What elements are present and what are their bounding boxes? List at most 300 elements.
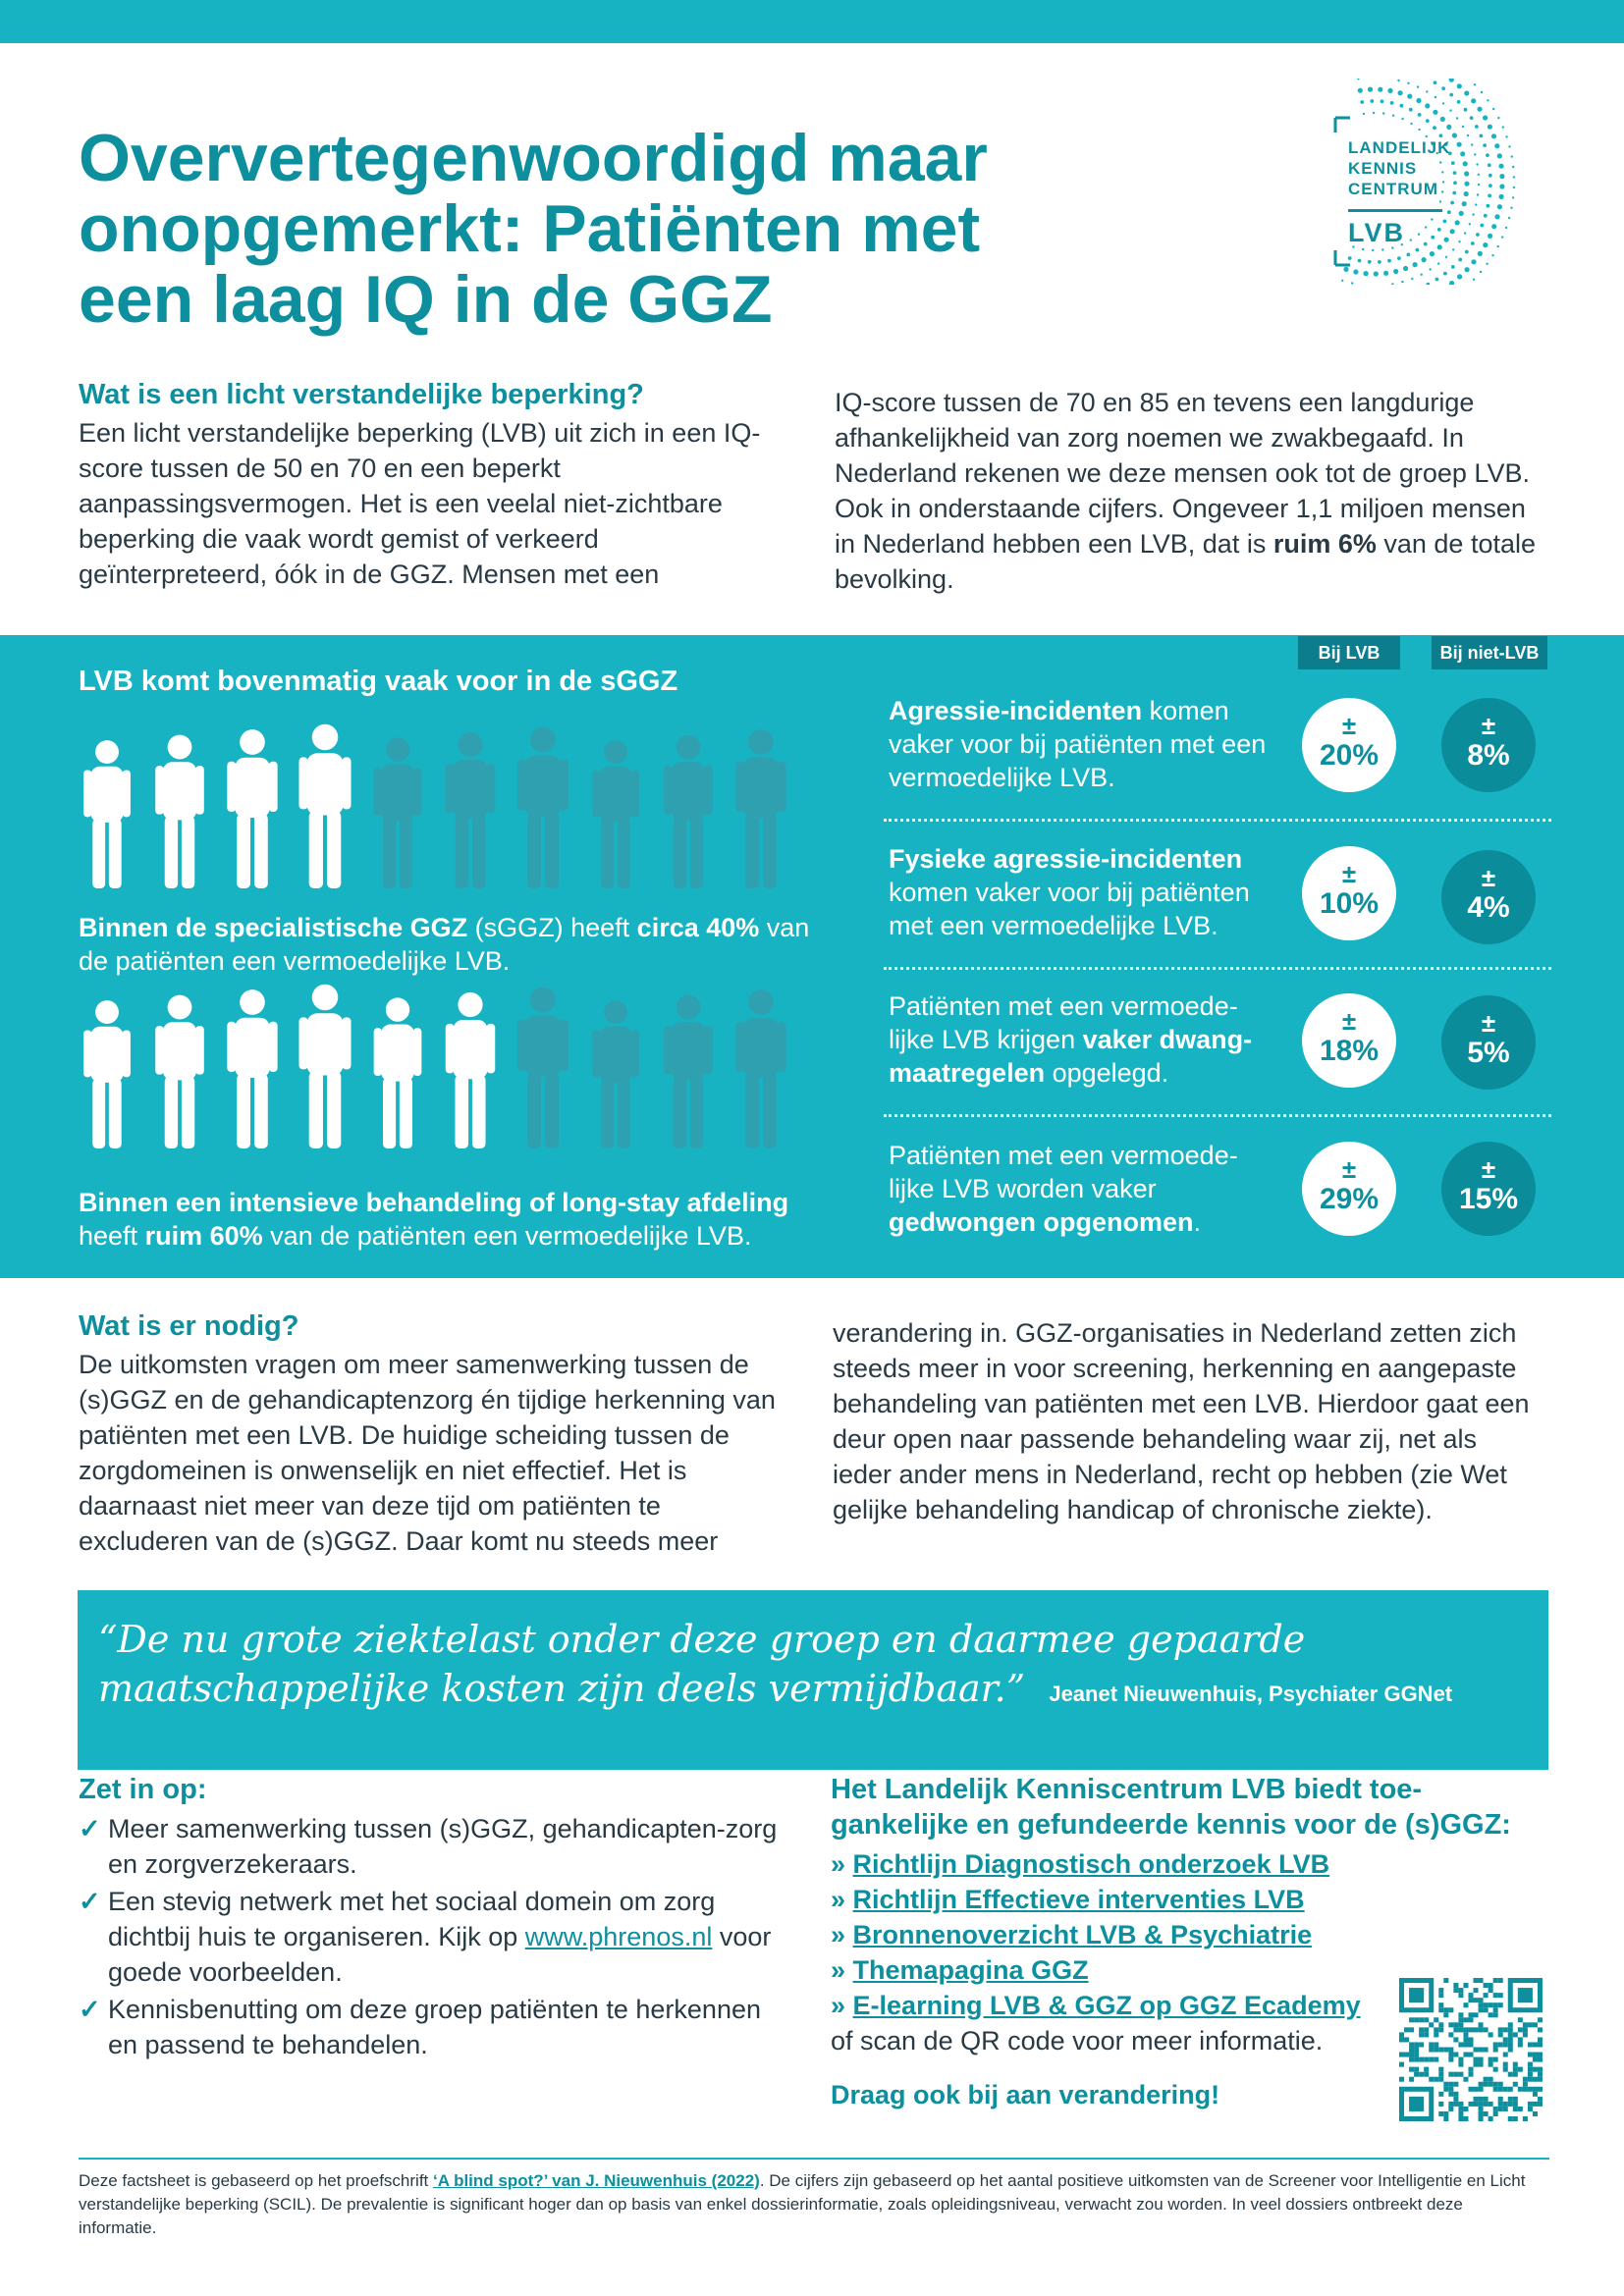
- qr-module: [1493, 2057, 1498, 2062]
- logo-dot: [1480, 271, 1482, 273]
- logo-dot: [1491, 224, 1496, 229]
- logo-dot: [1450, 229, 1455, 234]
- zet-item-2: [79, 1884, 785, 1990]
- qr-module: [1489, 2102, 1493, 2107]
- qr-module: [1498, 2087, 1503, 2092]
- qr-module: [1484, 2077, 1489, 2082]
- qr-module: [1468, 2012, 1473, 2017]
- logo-dot: [1486, 153, 1489, 157]
- qr-module: [1468, 2042, 1473, 2047]
- stat-3-niet-circle: [1441, 995, 1536, 1090]
- qr-module: [1414, 2057, 1419, 2062]
- qr-module: [1463, 2002, 1468, 2007]
- qr-module: [1533, 2067, 1538, 2072]
- logo-dot: [1458, 258, 1462, 262]
- qr-module: [1453, 2037, 1458, 2042]
- qr-module: [1489, 1983, 1493, 1988]
- logo-dot: [1478, 251, 1483, 256]
- qr-module: [1489, 1988, 1493, 1993]
- qr-module: [1523, 2082, 1528, 2087]
- qr-module: [1448, 2047, 1453, 2052]
- logo-dot: [1437, 228, 1441, 232]
- qr-module: [1438, 2002, 1443, 2007]
- qr-module: [1498, 2107, 1503, 2111]
- qr-module: [1438, 2022, 1443, 2027]
- qr-module: [1434, 2047, 1438, 2052]
- stat-4-niet-circle: [1441, 1142, 1536, 1236]
- stat-1-lvb-circle: [1302, 698, 1396, 792]
- qr-module: [1463, 2053, 1468, 2057]
- logo-dot: [1491, 254, 1493, 256]
- qr-module: [1458, 2017, 1463, 2022]
- qr-module: [1419, 2072, 1424, 2077]
- qr-module: [1438, 2102, 1443, 2107]
- logo-dot: [1469, 223, 1471, 225]
- logo-dot: [1457, 100, 1461, 104]
- qr-module: [1493, 2087, 1498, 2092]
- logo-dot: [1499, 174, 1504, 179]
- qr-module: [1458, 1988, 1463, 1993]
- qr-module: [1479, 2116, 1484, 2121]
- qr-module: [1399, 2053, 1404, 2057]
- logo-dot: [1418, 234, 1420, 236]
- qr-module: [1493, 1993, 1498, 1998]
- stat-4-niet-pm: ±: [1481, 1154, 1496, 1184]
- qr-module: [1453, 2092, 1458, 2097]
- qr-module: [1508, 2037, 1513, 2042]
- qr-module: [1448, 2053, 1453, 2057]
- qr-module: [1463, 2017, 1468, 2022]
- zet-item-2-a: Een stevig netwerk met het sociaal domein om zorg dichtbij huis te organiseren. Kijk op: [108, 1887, 716, 1951]
- qr-module: [1503, 2062, 1508, 2067]
- band-text-2-a: heeft: [79, 1221, 145, 1251]
- logo-dot: [1450, 201, 1454, 205]
- qr-module: [1434, 2032, 1438, 2037]
- qr-module: [1443, 2111, 1448, 2116]
- zet-item-3-text: Kennisbenutting om deze groep patiënten te herkennen en passend te behandelen.: [108, 1995, 761, 2059]
- logo-dot: [1473, 279, 1475, 281]
- qr-module: [1453, 2027, 1458, 2032]
- qr-module: [1508, 2116, 1513, 2121]
- qr-module: [1424, 2032, 1429, 2037]
- qr-module: [1448, 2072, 1453, 2077]
- stat-3-niet-pm: ±: [1481, 1008, 1496, 1038]
- qr-module: [1493, 2067, 1498, 2072]
- logo-dot: [1459, 211, 1464, 216]
- logo-dot: [1510, 207, 1512, 209]
- lkc-scan-text: of scan de QR code voor meer informatie.: [831, 2026, 1324, 2056]
- qr-module: [1443, 2082, 1448, 2087]
- qr-module: [1484, 2082, 1489, 2087]
- qr-module: [1453, 2053, 1458, 2057]
- logo-dot: [1407, 253, 1411, 257]
- qr-module: [1404, 2027, 1409, 2032]
- qr-module: [1474, 1988, 1479, 1993]
- logo-dot: [1494, 214, 1499, 219]
- qr-module: [1533, 2022, 1538, 2027]
- logo-dot: [1425, 226, 1427, 228]
- qr-module: [1458, 2107, 1463, 2111]
- qr-module: [1424, 2067, 1429, 2072]
- intro-left: [79, 379, 766, 592]
- logo-dot: [1401, 118, 1403, 120]
- qr-module: [1484, 2047, 1489, 2052]
- qr-module: [1468, 2072, 1473, 2077]
- logo-dot: [1445, 256, 1447, 258]
- qr-module: [1493, 2107, 1498, 2111]
- zet-heading: Zet in op:: [79, 1774, 207, 1805]
- qr-module: [1458, 1993, 1463, 1998]
- qr-module: [1489, 2002, 1493, 2007]
- person-figure-icon: [155, 735, 204, 888]
- link-richtlijn-diagnostisch[interactable]: Richtlijn Diagnostisch onderzoek LVB: [852, 1849, 1330, 1879]
- logo-dot: [1457, 274, 1462, 279]
- logo-dot: [1512, 166, 1514, 168]
- top-bar: [0, 0, 1624, 43]
- qr-module: [1503, 2037, 1508, 2042]
- qr-module: [1498, 2102, 1503, 2107]
- people-figures-60-icon: [71, 982, 797, 1148]
- logo-dot: [1486, 263, 1488, 265]
- logo-dot: [1488, 125, 1492, 130]
- qr-module: [1489, 2116, 1493, 2121]
- logo-dot: [1433, 126, 1436, 130]
- stat-2-lvb-value: 10%: [1319, 887, 1380, 920]
- qr-module: [1404, 2037, 1409, 2042]
- lkc-call-to-action: Draag ook bij aan verandering!: [831, 2080, 1220, 2109]
- qr-module: [1463, 2116, 1468, 2121]
- logo-dot: [1456, 117, 1458, 119]
- logo-dot: [1488, 234, 1492, 239]
- person-figure-icon: [83, 1000, 131, 1148]
- qr-module: [1424, 2057, 1429, 2062]
- qr-module: [1528, 2022, 1533, 2027]
- qr-module: [1474, 2057, 1479, 2062]
- qr-module: [1438, 1993, 1443, 1998]
- qr-module: [1493, 2047, 1498, 2052]
- qr-module: [1479, 2087, 1484, 2092]
- qr-module: [1448, 2057, 1453, 2062]
- logo-dot: [1351, 282, 1353, 284]
- qr-module: [1479, 2002, 1484, 2007]
- qr-module: [1429, 2057, 1434, 2062]
- qr-module: [1474, 2062, 1479, 2067]
- qr-module: [1518, 2042, 1523, 2047]
- qr-module: [1419, 2017, 1424, 2022]
- qr-module: [1508, 2032, 1513, 2037]
- qr-module: [1518, 2027, 1523, 2032]
- qr-module: [1468, 2053, 1473, 2057]
- logo-dot: [1382, 112, 1384, 114]
- logo-dot: [1393, 269, 1398, 274]
- logo-dot: [1373, 112, 1375, 114]
- qr-module: [1438, 1988, 1443, 1993]
- qr-module: [1484, 2002, 1489, 2007]
- person-figure-icon: [592, 740, 639, 888]
- person-figure-icon: [374, 997, 422, 1148]
- qr-module: [1503, 2042, 1508, 2047]
- qr-module: [1533, 2102, 1538, 2107]
- quote-author: Jeanet Nieuwenhuis, Psychiater GGNet: [1049, 1682, 1453, 1706]
- qr-module: [1468, 2102, 1473, 2107]
- intro-right: [835, 385, 1542, 597]
- logo-dot: [1512, 196, 1514, 198]
- qr-module: [1409, 2042, 1414, 2047]
- logo-dot: [1478, 184, 1480, 186]
- logo-dot: [1392, 115, 1394, 117]
- qr-module: [1484, 1983, 1489, 1988]
- qr-module: [1419, 2032, 1424, 2037]
- qr-module: [1434, 2017, 1438, 2022]
- qr-module: [1503, 2067, 1508, 2072]
- person-figure-icon: [664, 995, 713, 1148]
- qr-module: [1528, 2072, 1533, 2077]
- stat-text-2: [889, 842, 1281, 942]
- logo-dot: [1353, 269, 1358, 274]
- intro-heading: Wat is een licht verstandelijke beperking?: [79, 379, 644, 410]
- logo-dot: [1492, 108, 1494, 110]
- qr-module: [1493, 2007, 1498, 2012]
- band-text-2-bold-b: ruim 60%: [144, 1221, 263, 1251]
- bullet-icon: »: [831, 1955, 853, 1985]
- logo-dot: [1446, 125, 1451, 130]
- qr-module: [1474, 2047, 1479, 2052]
- logo-dot: [1487, 99, 1489, 101]
- qr-module: [1399, 2077, 1404, 2082]
- qr-module: [1434, 2042, 1438, 2047]
- qr-module: [1523, 2077, 1528, 2082]
- qr-module: [1538, 2042, 1543, 2047]
- logo-dot: [1407, 82, 1409, 84]
- qr-module: [1528, 2102, 1533, 2107]
- qr-module: [1538, 2017, 1543, 2022]
- logo-dot: [1489, 184, 1492, 187]
- logo-dot: [1444, 238, 1449, 242]
- qr-module: [1523, 2022, 1528, 2027]
- logo-dot: [1440, 117, 1445, 122]
- qr-module: [1409, 2067, 1414, 2072]
- qr-finder-core: [1409, 1988, 1424, 2002]
- logo-dot: [1511, 155, 1513, 157]
- band-text-2: [79, 1186, 825, 1253]
- logo-dot: [1426, 119, 1430, 123]
- qr-module: [1479, 1998, 1484, 2002]
- stat-3-a: Patiënten met een vermoede-lijke LVB krijgen: [889, 991, 1238, 1054]
- qr-module: [1414, 2072, 1419, 2077]
- logo-dot: [1463, 161, 1468, 166]
- logo-dot: [1443, 220, 1447, 224]
- qr-module: [1409, 2077, 1414, 2082]
- stat-3-lvb-circle: [1302, 993, 1396, 1088]
- band-text-1: [79, 911, 825, 978]
- logo-dot: [1451, 161, 1455, 165]
- qr-module: [1523, 2087, 1528, 2092]
- stat-divider-2: [884, 967, 1551, 970]
- qr-module: [1479, 2027, 1484, 2032]
- qr-module: [1458, 2027, 1463, 2032]
- qr-module: [1479, 1978, 1484, 1983]
- link-bronnenoverzicht[interactable]: Bronnenoverzicht LVB & Psychiatrie: [852, 1920, 1313, 1949]
- qr-module: [1409, 2017, 1414, 2022]
- logo-dot: [1464, 191, 1469, 196]
- logo-dot: [1483, 242, 1488, 247]
- check-icon: ✓: [79, 1887, 101, 1916]
- person-figure-icon: [227, 729, 277, 888]
- qr-module: [1538, 2102, 1543, 2107]
- qr-module: [1503, 2102, 1508, 2107]
- phrenos-link[interactable]: www.phrenos.nl: [524, 1922, 713, 1951]
- logo-dot: [1460, 151, 1465, 156]
- logo-dot: [1457, 142, 1462, 147]
- qr-module: [1424, 2072, 1429, 2077]
- qr-module: [1503, 2107, 1508, 2111]
- logo-dot: [1480, 224, 1484, 228]
- qr-module: [1429, 2077, 1434, 2082]
- nodig-left-text: De uitkomsten vragen om meer samenwerking tussen de (s)GGZ en de gehandicaptenzorg én tijdige herkenning van patiënten met een LVB. De huidige scheiding tussen de zorgdomeinen is onwenselijk en niet effectief. Het is daarnaast niet meer van deze tijd om patiënten te excluderen van de (s)GGZ. Daar komt nu steeds meer: [79, 1350, 776, 1556]
- logo-line-2: KENNIS: [1348, 159, 1418, 178]
- logo-dot: [1378, 87, 1382, 92]
- logo-dot: [1480, 134, 1484, 138]
- qr-module: [1508, 2042, 1513, 2047]
- qr-module: [1484, 2102, 1489, 2107]
- qr-module: [1463, 2037, 1468, 2042]
- qr-module: [1498, 2027, 1503, 2032]
- logo-dot: [1472, 213, 1474, 215]
- qr-module: [1479, 2007, 1484, 2012]
- qr-module: [1429, 2022, 1434, 2027]
- logo-divider: [1348, 209, 1442, 212]
- logo-dot: [1471, 143, 1473, 145]
- logo-dot: [1477, 107, 1482, 112]
- qr-module: [1523, 2116, 1528, 2121]
- stat-1-niet-circle: [1441, 698, 1536, 792]
- qr-module: [1458, 2062, 1463, 2067]
- qr-module: [1513, 2116, 1518, 2121]
- logo-dot: [1358, 88, 1363, 93]
- stat-4-lvb-circle: [1302, 1142, 1396, 1236]
- logo-dot: [1426, 90, 1428, 92]
- qr-module: [1528, 2053, 1533, 2057]
- logo-dot: [1387, 259, 1391, 263]
- qr-module: [1528, 2067, 1533, 2072]
- qr-module: [1523, 2027, 1528, 2032]
- logo-dot: [1431, 236, 1435, 240]
- footer-divider: [79, 2158, 1549, 2160]
- logo-dot: [1358, 259, 1362, 263]
- logo-dot: [1427, 283, 1431, 285]
- qr-module: [1474, 2102, 1479, 2107]
- quote-text: “De nu grote ziektelast onder deze groep en daarmee gepaarde maatschappelijke kosten zijn deels vermijdbaar.”: [98, 1618, 1306, 1710]
- logo-text: [1348, 137, 1450, 199]
- stat-1-lvb-pm: ±: [1341, 711, 1357, 740]
- footer-t2: . De cijfers zijn gebaseerd op het aantal positieve uitkomsten van de Screener voor Intelligentie en Licht verstandelijke beperking (SCIL). De prevalentie is significant hoger dan op basis van enkel dossierinformatie, zoals opleidingsniveau, verwacht zou worden. In veel dossiers ontbreekt deze informatie.: [79, 2171, 1526, 2237]
- logo-dot: [1475, 125, 1479, 129]
- footer-source-link[interactable]: ‘A blind spot?’ van J. Nieuwenhuis (2022): [432, 2171, 760, 2190]
- qr-module: [1513, 2097, 1518, 2102]
- band-heading: LVB komt bovenmatig vaak voor in de sGGZ: [79, 666, 678, 697]
- person-figure-icon: [592, 1000, 639, 1148]
- qr-module: [1508, 2102, 1513, 2107]
- qr-module: [1463, 1983, 1468, 1988]
- qr-module: [1484, 2097, 1489, 2102]
- logo-dot: [1501, 236, 1503, 238]
- stat-2-niet-value: 4%: [1467, 891, 1510, 924]
- qr-module: [1538, 2027, 1543, 2032]
- qr-module: [1489, 2032, 1493, 2037]
- nodig-left: [79, 1310, 795, 1559]
- logo-dot: [1430, 251, 1435, 256]
- logo-dot: [1494, 143, 1499, 148]
- logo-dot: [1430, 268, 1432, 270]
- logo-dot: [1453, 181, 1457, 185]
- intro-right-end: van de totale bevolking.: [835, 529, 1536, 594]
- logo-dot: [1368, 260, 1372, 264]
- footer-text: [79, 2169, 1542, 2240]
- qr-module: [1479, 2047, 1484, 2052]
- intro-left-text: Een licht verstandelijke beperking (LVB) uit zich in een IQ-score tussen de 50 en 70 en een beperkt aanpassingsvermogen. Het is een veelal niet-zichtbare beperking die vaak wordt gemist of verkeerd geïnterpreteerd, óók in de GGZ. Mensen met een: [79, 418, 761, 589]
- link-e-learning[interactable]: E-learning LVB & GGZ op GGZ Ecademy: [852, 1991, 1361, 2020]
- qr-code-icon[interactable]: [1399, 1978, 1543, 2121]
- person-figure-icon: [374, 737, 422, 888]
- qr-module: [1474, 2087, 1479, 2092]
- qr-module: [1419, 2057, 1424, 2062]
- logo-dot: [1435, 96, 1436, 98]
- band-text-1-b: van de patiënten een vermoedelijke LVB.: [79, 913, 810, 976]
- logo-dot: [1442, 102, 1444, 104]
- qr-module: [1518, 2107, 1523, 2111]
- qr-module: [1489, 2082, 1493, 2087]
- logo-dot: [1488, 194, 1491, 198]
- qr-module: [1443, 2047, 1448, 2052]
- qr-module: [1458, 2102, 1463, 2107]
- bullet-icon: »: [831, 1920, 853, 1949]
- logo-dot: [1497, 117, 1499, 119]
- qr-module: [1458, 2012, 1463, 2017]
- qr-module: [1523, 2032, 1528, 2037]
- logo-dot: [1417, 85, 1419, 87]
- person-figure-icon: [735, 729, 785, 888]
- logo-dot: [1416, 98, 1421, 103]
- logo-dot: [1418, 129, 1420, 131]
- logo-dot: [1401, 281, 1403, 283]
- qr-module: [1474, 1978, 1479, 1983]
- logo-dot: [1383, 271, 1388, 276]
- qr-module: [1533, 2077, 1538, 2082]
- logo-dot: [1452, 191, 1456, 195]
- stat-divider-1: [884, 819, 1551, 822]
- stat-4-c: .: [1193, 1207, 1202, 1237]
- qr-finder-core: [1518, 1988, 1533, 2002]
- qr-module: [1468, 2017, 1473, 2022]
- link-richtlijn-interventies[interactable]: Richtlijn Effectieve interventies LVB: [852, 1885, 1305, 1914]
- qr-module: [1424, 2027, 1429, 2032]
- link-themapagina-ggz[interactable]: Themapagina GGZ: [852, 1955, 1089, 1985]
- qr-module: [1538, 2087, 1543, 2092]
- person-figure-icon: [517, 987, 568, 1148]
- logo-dot: [1476, 163, 1478, 165]
- qr-module: [1498, 2032, 1503, 2037]
- qr-module: [1538, 2072, 1543, 2077]
- logo-dot: [1471, 98, 1476, 103]
- qr-module: [1399, 2032, 1404, 2037]
- logo-dot: [1443, 272, 1447, 276]
- qr-module: [1463, 2032, 1468, 2037]
- qr-module: [1508, 2027, 1513, 2032]
- logo-dot: [1363, 113, 1365, 115]
- stat-4-lvb-pm: ±: [1341, 1154, 1357, 1184]
- logo-dot: [1502, 126, 1504, 128]
- stat-2-niet-pm: ±: [1481, 863, 1496, 892]
